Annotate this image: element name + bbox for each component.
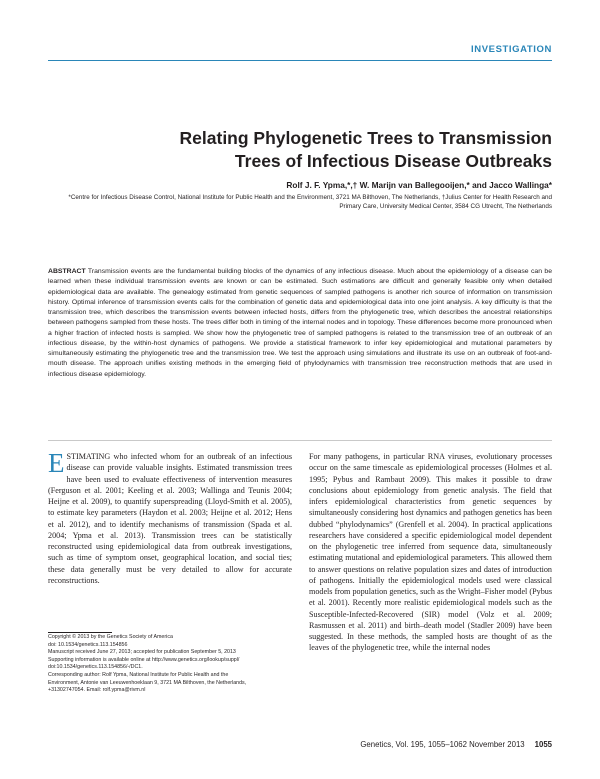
footnote-divider <box>48 632 112 633</box>
page-footer <box>360 740 552 749</box>
footnote-doi: doi: 10.1534/genetics.113.154856 <box>48 641 128 648</box>
drop-cap: E <box>48 448 65 478</box>
footnote-supporting-info[interactable]: Supporting information is available online at http://www.genetics.org/lookup/suppl/ <box>48 656 240 663</box>
section-divider <box>48 60 552 61</box>
footnote-corresponding-author: Corresponding author: Rolf Ypma, National Institute for Public Health and the <box>48 671 229 678</box>
article-title <box>72 127 552 173</box>
body-column-right <box>309 451 552 654</box>
section-label: INVESTIGATION <box>471 44 552 55</box>
abstract <box>48 267 552 380</box>
page-number: 1055 <box>534 740 552 749</box>
author-list: Rolf J. F. Ypma,*,† W. Marijn van Ballegooijen,* and Jacco Wallinga* <box>286 180 552 190</box>
footnote-supporting-doi[interactable]: doi:10.1534/genetics.113.154856/-/DC1. <box>48 664 143 671</box>
footnote-copyright: Copyright © 2013 by the Genetics Society of America <box>48 634 173 640</box>
body-column-left <box>48 448 292 586</box>
abstract-divider <box>48 440 552 441</box>
body-right-text: For many pathogens, in particular RNA viruses, evolutionary processes occur on the same timescale as epidemiological processes (Holmes et al. 1995; Pybus and Rambaut 2009). This makes it possible to draw conclusions about epidemiology from genetic analysis. The field that infers epidemiological characteristics from genetic sequences by simultaneously considering host dynamics and pathogen genetics has been dubbed “phylodynamics” (Grenfell et al. 2004). In practical applications researchers have considered a specific epidemiological model dependent on the phylogenetic tree inferred from sequence data, simultaneously estimating mutational and epidemiological parameters. This allowed them to answer questions on relative population sizes and dates of introduction of pathogens. Initially the epidemiological models used were classical models from population genetics, such as the Wright–Fisher model (Pybus et al. 2001). Recently more realistic epidemiological models such as the Susceptible-Infected-Recovered (SIR) model (Volz et al. 2009; Rasmussen et al. 2011) and birth–death model (Stadler 2009) have been suggested. In these methods, the sampled hosts are thought of as the leaves of the phylogenetic tree, while the internal nodes <box>309 452 552 653</box>
title-line-2: Trees of Infectious Disease Outbreaks <box>234 151 552 171</box>
footer-journal: Genetics, Vol. 195, 1055–1062 November 2013 <box>360 740 525 749</box>
footnotes <box>48 634 298 695</box>
abstract-text: Transmission events are the fundamental building blocks of the dynamics of any infectious disease. Much about the epidemiology of a disease can be learned when these individual transmission events are known or can be estimated. Such estimations are difficult and generally feasible only when detailed epidemiological data are available. The genealogy estimated from genetic sequences of sampled pathogens is another rich source of information on transmission history. Optimal inference of transmission events calls for the combination of genetic data and epidemiological data into one joint analysis. A key difficulty is that the transmission tree, which describes the transmission events between infected hosts, differs from the phylogenetic tree, which describes the ancestral relationships between pathogens sampled from these hosts. The trees differ both in timing of the internal nodes and in topology. These differences become more pronounced when a higher fraction of infected hosts is sampled. We show how the phylogenetic tree of sampled pathogens is related to the transmission tree of an outbreak of an infectious disease, by the within-host dynamics of pathogens. We provide a statistical framework to infer key epidemiological and mutational parameters by simultaneously estimating the phylogenetic tree and the transmission tree. We test the approach using simulations and illustrate its use on an outbreak of foot-and-mouth disease. The approach unifies existing methods in the emerging field of phylodynamics with transmission tree reconstruction methods that are used in infectious disease epidemiology. <box>48 268 553 378</box>
abstract-label: ABSTRACT <box>48 268 86 275</box>
affiliations: *Centre for Infectious Disease Control, National Institute for Public Health and the Environment, 3721 MA Bilthoven, The Netherlands, †Julius Center for Health Research and Primary Care, University Medical Center, 3584 CG Utrecht, The Netherlands <box>68 194 552 210</box>
footnote-manuscript-dates: Manuscript received June 27, 2013; accepted for publication September 5, 2013 <box>48 649 236 656</box>
body-left-text: who infected whom for an outbreak of an infectious disease can provide valuable insights. Estimated transmission trees have been used to evaluate effectiveness of intervention measures (Ferguson et al. 2001; Keeling et al. 2003; Wallinga and Teunis 2004; Heijne et al. 2009), to quantify superspreading (Lloyd-Smith et al. 2005), to estimate key parameters (Haydon et al. 2003; Heijne et al. 2012; Hens et al. 2012), and to identify mechanisms of transmission (Spada et al. 2004; Ypma et al. 2013). Transmission trees can be statistically reconstructed using epidemiological data from outbreak investigations, such as time of symptom onset, geographical location, and social ties; these data generally must be very detailed to allow for accurate reconstructions. <box>48 452 292 585</box>
footnote-contact[interactable]: +31302747054. Email: rolf.ypma@rivm.nl <box>48 687 146 694</box>
lead-in-caps: STIMATING <box>66 452 111 461</box>
footnote-address: Environment, Antonie van Leeuwenhoeklaan 9, 3721 MA Bilthoven, the Netherlands, <box>48 679 247 686</box>
title-line-1: Relating Phylogenetic Trees to Transmission <box>179 128 552 148</box>
